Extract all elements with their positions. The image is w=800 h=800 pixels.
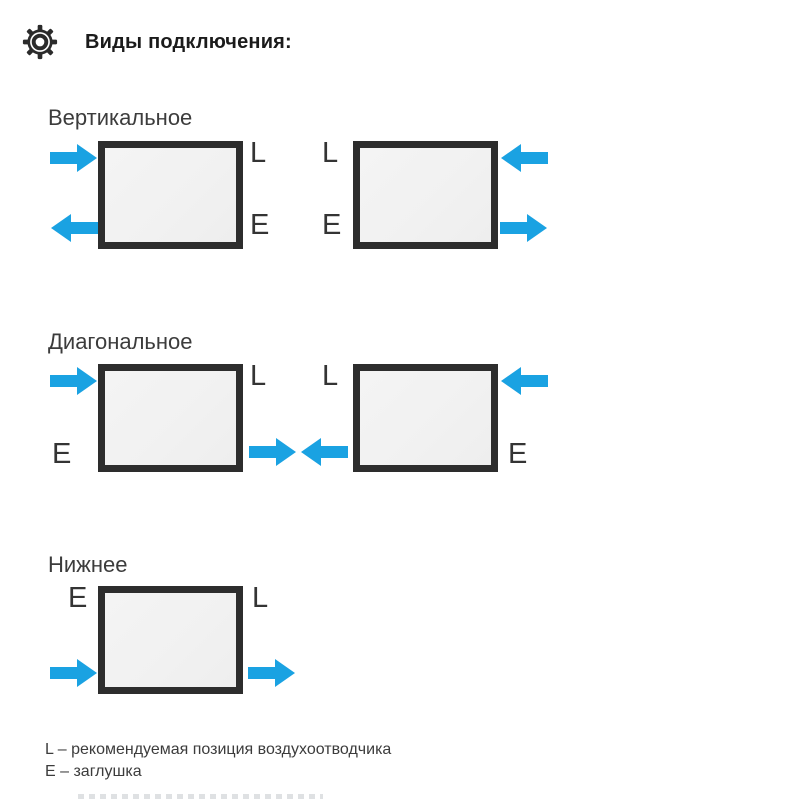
port-label-l: L bbox=[250, 137, 267, 169]
flow-in-arrow-left-icon bbox=[500, 366, 548, 396]
port-label-e: E bbox=[68, 582, 88, 614]
section-title-bottom: Нижнее bbox=[48, 552, 128, 577]
section-title-vertical: Вертикальное bbox=[48, 105, 193, 130]
radiator-body bbox=[98, 586, 243, 694]
port-label-e: E bbox=[508, 438, 528, 470]
radiator-body bbox=[353, 364, 498, 472]
flow-out-arrow-right-icon bbox=[249, 437, 297, 467]
radiator-body bbox=[353, 141, 498, 249]
flow-in-arrow-right-icon bbox=[50, 143, 98, 173]
port-label-l: L bbox=[322, 360, 339, 392]
legend-plug: E – заглушка bbox=[45, 763, 142, 780]
flow-out-arrow-right-icon bbox=[500, 213, 548, 243]
cropped-text-strip bbox=[78, 794, 323, 799]
flow-out-arrow-left-icon bbox=[300, 437, 348, 467]
flow-in-arrow-left-icon bbox=[500, 143, 548, 173]
flow-out-arrow-right-icon bbox=[248, 658, 296, 688]
gear-icon bbox=[22, 24, 58, 60]
legend-air-vent: L – рекомендуемая позиция воздухоотводчика bbox=[45, 741, 392, 758]
port-label-l: L bbox=[322, 137, 339, 169]
port-label-e: E bbox=[52, 438, 72, 470]
flow-in-arrow-right-icon bbox=[50, 366, 98, 396]
flow-in-arrow-right-icon bbox=[50, 658, 98, 688]
radiator-body bbox=[98, 364, 243, 472]
flow-out-arrow-left-icon bbox=[50, 213, 98, 243]
page-title: Виды подключения: bbox=[85, 31, 292, 53]
section-title-diagonal: Диагональное bbox=[48, 329, 193, 354]
port-label-l: L bbox=[250, 360, 267, 392]
port-label-e: E bbox=[250, 209, 270, 241]
port-label-e: E bbox=[322, 209, 342, 241]
radiator-body bbox=[98, 141, 243, 249]
port-label-l: L bbox=[252, 582, 269, 614]
